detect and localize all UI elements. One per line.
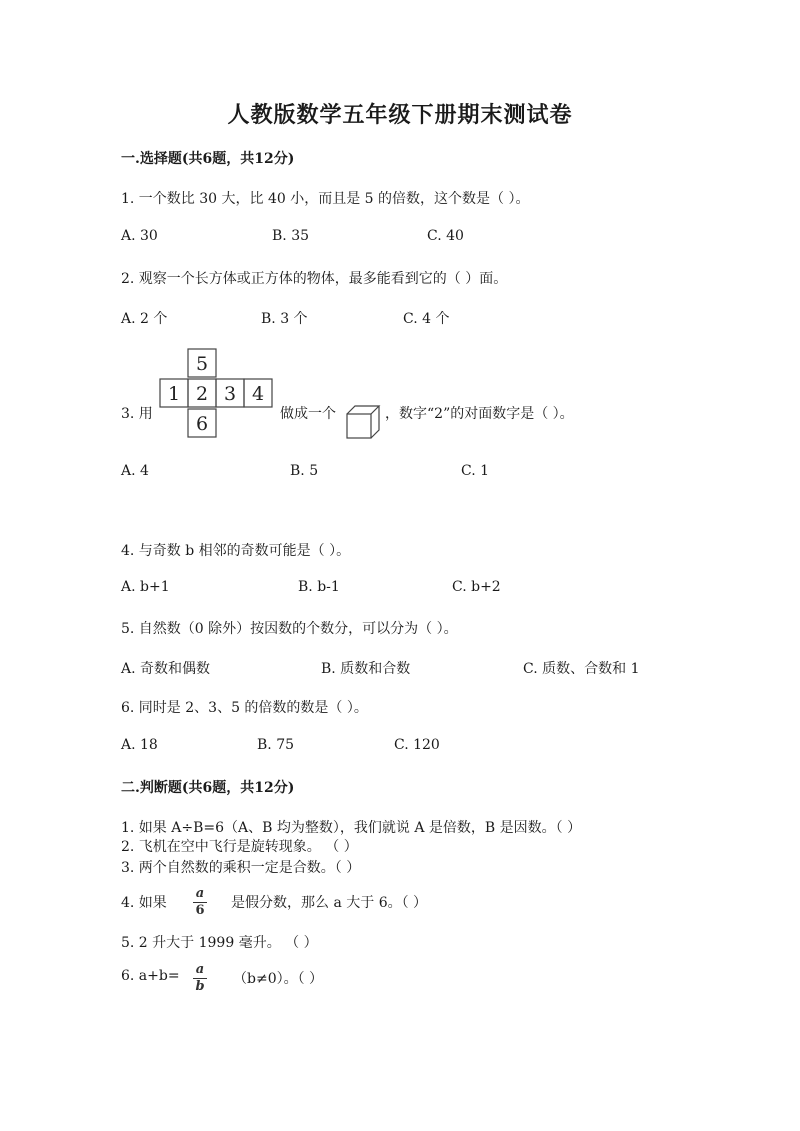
cube-net-figure bbox=[158, 347, 276, 439]
question-1-stem: 1. 一个数比 30 大，比 40 小，而且是 5 的倍数，这个数是（ ）。 bbox=[121, 191, 530, 207]
judge-6-suffix: （b≠0）。（ ） bbox=[233, 971, 324, 987]
net-label-4: 4 bbox=[251, 383, 265, 405]
judge-4-prefix: 4. 如果 bbox=[121, 895, 167, 911]
section2-heading: 二.判断题(共6题，共12分) bbox=[121, 780, 295, 796]
q4-option-b: B. b-1 bbox=[298, 579, 340, 595]
fraction-numerator: a bbox=[195, 962, 205, 977]
fraction-numerator: a bbox=[195, 886, 205, 901]
q6-option-b: B. 75 bbox=[257, 737, 295, 753]
question-2-stem: 2. 观察一个长方体或正方体的物体，最多能看到它的（ ）面。 bbox=[121, 271, 508, 287]
q1-option-c: C. 40 bbox=[427, 228, 464, 244]
q1-option-b: B. 35 bbox=[272, 228, 310, 244]
question-3-suffix: ，数字“2”的对面数字是（ ）。 bbox=[385, 406, 574, 422]
net-label-top: 5 bbox=[195, 353, 209, 375]
q5-option-c: C. 质数、合数和 1 bbox=[523, 661, 640, 677]
q4-option-c: C. b+2 bbox=[452, 579, 501, 595]
net-label-1: 1 bbox=[167, 383, 181, 405]
question-3-prefix: 3. 用 bbox=[121, 406, 153, 422]
net-label-3: 3 bbox=[223, 383, 237, 405]
net-label-bottom: 6 bbox=[195, 413, 209, 435]
q3-option-b: B. 5 bbox=[290, 463, 319, 479]
q1-option-a: A. 30 bbox=[121, 228, 158, 244]
q2-option-c: C. 4 个 bbox=[403, 311, 450, 327]
judge-4-suffix: 是假分数，那么 a 大于 6。（ ） bbox=[231, 895, 428, 911]
q6-option-a: A. 18 bbox=[121, 737, 158, 753]
page-title: 人教版数学五年级下册期末测试卷 bbox=[227, 102, 573, 128]
question-4-stem: 4. 与奇数 b 相邻的奇数可能是（ ）。 bbox=[121, 543, 351, 559]
q5-option-b: B. 质数和合数 bbox=[321, 661, 411, 677]
judge-5: 5. 2 升大于 1999 毫升。 （ ） bbox=[121, 935, 318, 951]
q5-option-a: A. 奇数和偶数 bbox=[121, 661, 211, 677]
section1-heading: 一.选择题(共6题，共12分) bbox=[121, 151, 295, 167]
fraction-a-over-6 bbox=[193, 887, 207, 918]
q3-option-c: C. 1 bbox=[461, 463, 490, 479]
judge-1: 1. 如果 A÷B=6（A、B 均为整数），我们就说 A 是倍数，B 是因数。（ ） bbox=[121, 820, 582, 836]
judge-2: 2. 飞机在空中飞行是旋转现象。 （ ） bbox=[121, 839, 358, 855]
q4-option-a: A. b+1 bbox=[121, 579, 170, 595]
question-3-middle: 做成一个 bbox=[280, 406, 336, 422]
q2-option-b: B. 3 个 bbox=[261, 311, 308, 327]
judge-3: 3. 两个自然数的乘积一定是合数。（ ） bbox=[121, 860, 361, 876]
q2-option-a: A. 2 个 bbox=[121, 311, 168, 327]
question-6-stem: 6. 同时是 2、3、5 的倍数的数是（ ）。 bbox=[121, 700, 368, 716]
judge-6-prefix: 6. a+b= bbox=[121, 968, 180, 984]
q6-option-c: C. 120 bbox=[394, 737, 440, 753]
fraction-denominator: b bbox=[195, 979, 205, 994]
question-5-stem: 5. 自然数（0 除外）按因数的个数分，可以分为（ ）。 bbox=[121, 621, 458, 637]
fraction-denominator: 6 bbox=[195, 903, 205, 918]
fraction-a-over-b bbox=[193, 963, 207, 994]
q3-option-a: A. 4 bbox=[121, 463, 149, 479]
cube-icon bbox=[345, 404, 383, 440]
net-label-2: 2 bbox=[195, 383, 209, 405]
